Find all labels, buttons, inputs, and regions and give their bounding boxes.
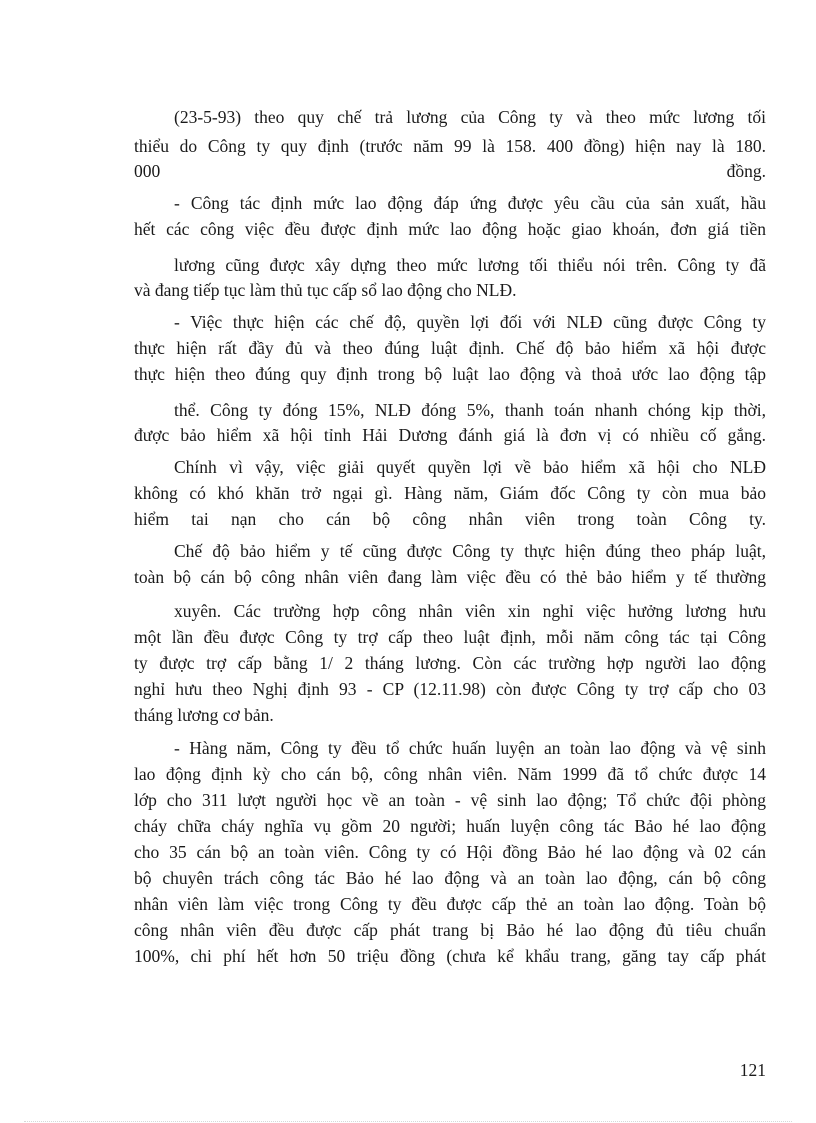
text-line: lao động định kỳ cho cán bộ, công nhân viên. Năm 1999 đã tổ chức được 14	[134, 764, 766, 784]
text-line: (23-5-93) theo quy chế trả lương của Công ty và theo mức lương tối	[174, 107, 766, 127]
text-line: bộ chuyên trách công tác Bảo hé lao động và an toàn lao động, cán bộ công	[134, 868, 766, 888]
text-line: được bảo hiểm xã hội tỉnh Hải Dương đánh giá là đơn vị có nhiều cố gắng.	[134, 425, 766, 445]
text-line: - Hàng năm, Công ty đều tổ chức huấn luyện an toàn lao động và vệ sinh	[174, 738, 766, 758]
text-line: 000	[134, 161, 161, 181]
text-line: ty được trợ cấp bằng 1/ 2 tháng lương. Còn các trường hợp người lao động	[134, 653, 766, 673]
text-line: xuyên. Các trường hợp công nhân viên xin nghỉ việc hưởng lương hưu	[174, 601, 766, 621]
text-line: cháy chữa cháy nghĩa vụ gồm 20 người; huấn luyện công tác Bảo hé lao động	[134, 816, 766, 836]
text-line: lương cũng được xây dựng theo mức lương tối thiểu nói trên. Công ty đã	[174, 255, 766, 275]
text-line: thực hiện theo đúng quy định trong bộ luật lao động và thoả ước lao động tập	[134, 364, 766, 384]
text-line: công nhân viên đều được cấp phát trang bị Bảo hé lao động đủ tiêu chuẩn	[134, 920, 766, 940]
text-line: 100%, chi phí hết hơn 50 triệu đồng (chưa kể khẩu trang, găng tay cấp phát	[134, 946, 766, 966]
text-line: hiểm tai nạn cho cán bộ công nhân viên trong toàn Công ty.	[134, 509, 766, 529]
text-line: - Việc thực hiện các chế độ, quyền lợi đối với NLĐ cũng được Công ty	[174, 312, 766, 332]
text-line: Chính vì vậy, việc giải quyết quyền lợi về bảo hiểm xã hội cho NLĐ	[174, 457, 766, 477]
text-line: đồng.	[726, 161, 766, 181]
text-line: tháng lương cơ bản.	[134, 705, 274, 725]
text-line: một lần đều được Công ty trợ cấp theo luật định, mỗi năm công tác tại Công	[134, 627, 766, 647]
text-line: lớp cho 311 lượt người học về an toàn - vệ sinh lao động; Tổ chức đội phòng	[134, 790, 766, 810]
text-line: nhân viên làm việc trong Công ty đều được cấp thẻ an toàn lao động. Toàn bộ	[134, 894, 766, 914]
text-line: - Công tác định mức lao động đáp ứng được yêu cầu của sản xuất, hầu	[174, 193, 766, 213]
text-line: hết các công việc đều được định mức lao động hoặc giao khoán, đơn giá tiền	[134, 219, 766, 239]
text-line: và đang tiếp tục làm thủ tục cấp sổ lao động cho NLĐ.	[134, 280, 517, 300]
page-bottom-border	[24, 1121, 792, 1122]
text-line: thiểu do Công ty quy định (trước năm 99 là 158. 400 đồng) hiện nay là 180.	[134, 136, 766, 156]
text-line: Chế độ bảo hiểm y tế cũng được Công ty thực hiện đúng theo pháp luật,	[174, 541, 766, 561]
text-line: thực hiện rất đầy đủ và theo đúng luật định. Chế độ bảo hiểm xã hội được	[134, 338, 766, 358]
text-line: toàn bộ cán bộ công nhân viên đang làm việc đều có thẻ bảo hiểm y tế thường	[134, 567, 766, 587]
text-line: nghỉ hưu theo Nghị định 93 - CP (12.11.98) còn được Công ty trợ cấp cho 03	[134, 679, 766, 699]
text-line: thể. Công ty đóng 15%, NLĐ đóng 5%, thanh toán nhanh chóng kịp thời,	[174, 400, 766, 420]
page-number: 121	[739, 1060, 766, 1080]
text-line: cho 35 cán bộ an toàn viên. Công ty có Hội đồng Bảo hé lao động và 02 cán	[134, 842, 766, 862]
text-line: không có khó khăn trở ngại gì. Hàng năm, Giám đốc Công ty còn mua bảo	[134, 483, 766, 503]
